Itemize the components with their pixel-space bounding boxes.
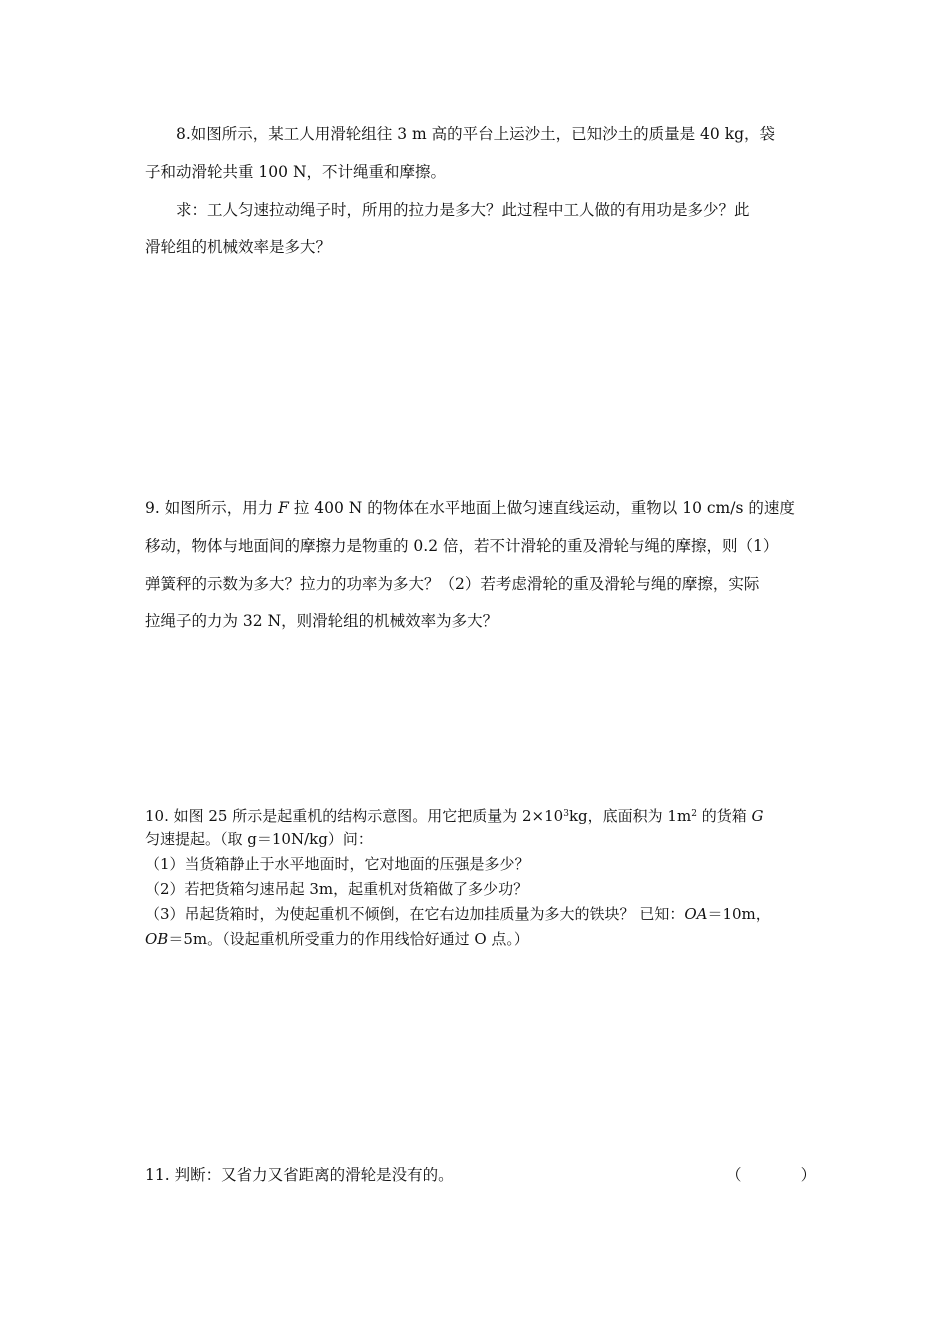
question-8-line-2: 子和动滑轮共重 100 N，不计绳重和摩擦。: [145, 163, 447, 181]
question-8-line-4: 滑轮组的机械效率是多大？: [145, 238, 332, 256]
segment-ob-value: ＝5m。（设起重机所受重力的作用线恰好通过 O 点。）: [168, 930, 529, 948]
question-10-text-box: 的货箱: [696, 807, 752, 825]
question-9-line-1: [145, 498, 795, 518]
question-10-part-3-text: （3）吊起货箱时，为使起重机不倾倒，在它右边加挂质量为多大的铁块？ 已知：: [145, 905, 685, 923]
question-8-line-1: 8.如图所示，某工人用滑轮组往 3 m 高的平台上运沙土，已知沙土的质量是 40 kg，袋: [176, 125, 776, 143]
box-symbol-g: G: [751, 807, 764, 825]
question-9-line-3: 弹簧秤的示数为多大？拉力的功率为多大？（2）若考虑滑轮的重及滑轮与绳的摩擦，实际: [145, 575, 760, 593]
question-10-line-2: 匀速提起。（取 g＝10N/kg）问：: [145, 830, 373, 848]
force-symbol-f: F: [278, 499, 289, 517]
question-10-part-1: （1）当货箱静止于水平地面时，它对地面的压强是多少？: [145, 855, 530, 873]
question-9-line-2: 移动，物体与地面间的摩擦力是物重的 0.2 倍，若不计滑轮的重及滑轮与绳的摩擦，则（1）: [145, 537, 779, 555]
question-9-line-4: 拉绳子的力为 32 N，则滑轮组的机械效率为多大？: [145, 612, 499, 630]
segment-oa-value: ＝10m，: [707, 905, 771, 923]
question-10-text: 10. 如图 25 所示是起重机的结构示意图。用它把质量为 2×10: [145, 807, 564, 825]
question-9-text-cont: 拉 400 N 的物体在水平地面上做匀速直线运动，重物以 10 cm/s 的速度: [288, 499, 795, 517]
question-11-text: 11. 判断：又省力又省距离的滑轮是没有的。: [145, 1166, 454, 1184]
answer-bracket: （ ）: [726, 1166, 817, 1184]
exponent-3: 3: [563, 809, 569, 819]
segment-oa: OA: [684, 905, 708, 923]
question-10-part-2: （2）若把货箱匀速吊起 3m，起重机对货箱做了多少功？: [145, 880, 529, 898]
question-10-line-1: [145, 804, 763, 826]
question-8-line-3: 求：工人匀速拉动绳子时，所用的拉力是多大？此过程中工人做的有用功是多少？此: [176, 201, 750, 219]
question-9-text: 9. 如图所示，用力: [145, 499, 279, 517]
question-10-text-area: kg，底面积为 1m: [568, 807, 692, 825]
question-10-part-3: [145, 904, 771, 924]
question-10-line-6: [145, 929, 529, 949]
exponent-2: 2: [691, 809, 697, 819]
segment-ob: OB: [145, 930, 169, 948]
